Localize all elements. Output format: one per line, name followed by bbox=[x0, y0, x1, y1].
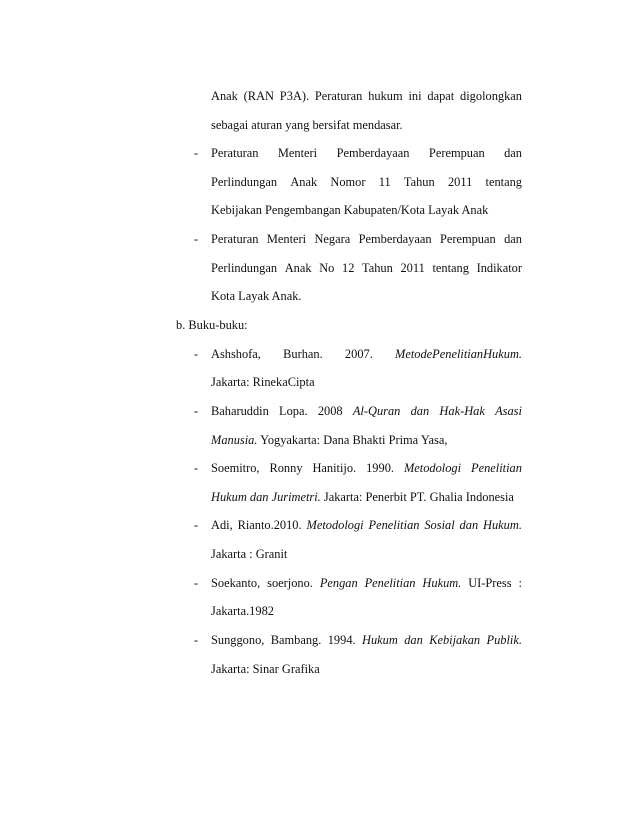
text-line: Peraturan Menteri Negara Pemberdayaan Perempuan dan bbox=[211, 232, 522, 246]
list-bullet: - bbox=[194, 633, 199, 647]
text-line: Jakarta : Granit bbox=[211, 547, 288, 561]
list-bullet: - bbox=[194, 518, 199, 532]
text-line: Manusia. Yogyakarta: Dana Bhakti Prima Yasa, bbox=[211, 433, 448, 447]
text-line: Soemitro, Ronny Hanitijo. 1990. Metodologi Penelitian bbox=[211, 461, 522, 475]
text-line: Sunggono, Bambang. 1994. Hukum dan Kebijakan Publik. bbox=[211, 633, 522, 647]
text-line: Anak (RAN P3A). Peraturan hukum ini dapat digolongkan bbox=[211, 89, 522, 103]
text-line: Jakarta: Sinar Grafika bbox=[211, 662, 320, 676]
text-line: Hukum dan Jurimetri. Jakarta: Penerbit PT. Ghalia Indonesia bbox=[211, 490, 514, 504]
text-line: Peraturan Menteri Pemberdayaan Perempuan dan bbox=[211, 146, 522, 160]
list-bullet: - bbox=[194, 146, 199, 160]
list-bullet: - bbox=[194, 461, 199, 475]
text-line: Soekanto, soerjono. Pengan Penelitian Hukum. UI-Press : bbox=[211, 576, 522, 590]
text-line: Ashshofa, Burhan. 2007. MetodePenelitianHukum. bbox=[211, 347, 522, 361]
text-line: Kebijakan Pengembangan Kabupaten/Kota Layak Anak bbox=[211, 203, 489, 217]
text-line: Jakarta: RinekaCipta bbox=[211, 375, 315, 389]
list-bullet: - bbox=[194, 576, 199, 590]
text-line: Perlindungan Anak No 12 Tahun 2011 tentang Indikator bbox=[211, 261, 522, 275]
text-line: Perlindungan Anak Nomor 11 Tahun 2011 tentang bbox=[211, 175, 522, 189]
list-bullet: - bbox=[194, 347, 199, 361]
list-bullet: - bbox=[194, 232, 199, 246]
list-bullet: - bbox=[194, 404, 199, 418]
text-line: sebagai aturan yang bersifat mendasar. bbox=[211, 118, 403, 132]
text-line: Jakarta.1982 bbox=[211, 604, 274, 618]
text-line: Baharuddin Lopa. 2008 Al-Quran dan Hak-Hak Asasi bbox=[211, 404, 522, 418]
section-heading: b. Buku-buku: bbox=[176, 318, 248, 332]
text-line: Adi, Rianto.2010. Metodologi Penelitian Sosial dan Hukum. bbox=[211, 518, 522, 532]
text-line: Kota Layak Anak. bbox=[211, 289, 302, 303]
